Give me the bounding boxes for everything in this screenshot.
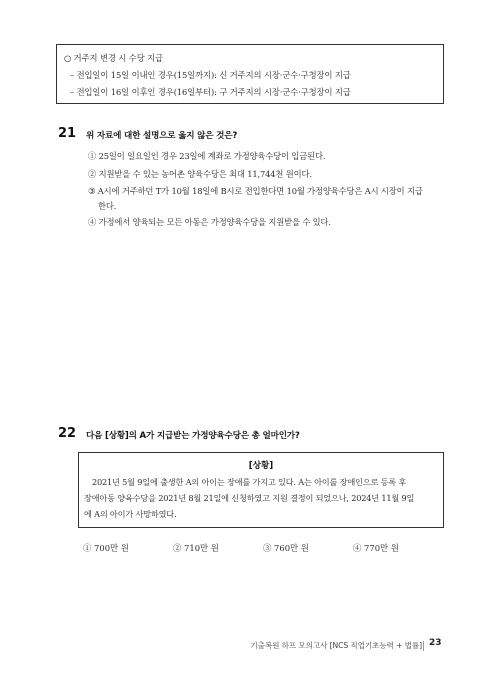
situation-line-1: 2021년 5월 9일에 출생한 A의 아이는 장애를 가지고 있다. A는 아이를 장애인으로 등록 후	[92, 477, 407, 487]
rule-item-2: – 전입일이 16일 이후인 경우(16일부터): 구 거주지의 시장·군수·구청장이 지급	[70, 87, 351, 97]
situation-box	[78, 452, 444, 528]
footer-title: 기출복원 하프 모의고사 [NCS 직업기초능력 + 법률]	[250, 641, 422, 650]
situation-title: [상황]	[248, 461, 274, 471]
question-22-number: 22	[58, 426, 77, 441]
situation-line-2: 장애아동 양육수당을 2021년 8월 21일에 신청하였고 지원 결정이 되었으나, 2024년 11월 9일	[84, 493, 415, 503]
q22-choice-1[interactable]: ① 700만 원	[83, 543, 129, 553]
situation-line-3: 에 A의 아이가 사망하였다.	[84, 509, 177, 519]
question-21-text: 위 자료에 대한 설명으로 옳지 않은 것은?	[86, 131, 238, 141]
question-22-text: 다음 [상황]의 A가 지급받는 가정양육수당은 총 얼마인가?	[86, 431, 300, 441]
q21-option-2[interactable]: ② 지원받을 수 있는 농어촌 양육수당은 최대 11,744천 원이다.	[88, 169, 312, 179]
q21-option-1[interactable]: ① 25일이 일요일인 경우 23일에 계좌로 가정양육수당이 입금된다.	[88, 151, 326, 161]
q21-option-3-continued: 한다.	[98, 201, 117, 211]
rule-heading: ○ 거주지 변경 시 수당 지급	[64, 53, 163, 63]
q22-choice-3[interactable]: ③ 760만 원	[263, 543, 309, 553]
question-21-number: 21	[58, 126, 77, 141]
q21-option-4[interactable]: ④ 가정에서 양육되는 모든 아동은 가정양육수당을 지원받을 수 있다.	[88, 217, 331, 227]
q21-option-3[interactable]: ③ A시에 거주하던 T가 10월 18일에 B시로 전입한다면 10월 가정양육수당은 A시 시장이 지급	[88, 186, 423, 196]
rule-box	[56, 44, 444, 104]
q22-choice-2[interactable]: ② 710만 원	[173, 543, 219, 553]
rule-item-1: – 전입일이 15일 이내인 경우(15일까지): 신 거주지의 시장·군수·구청장이 지급	[70, 70, 351, 80]
q22-choice-4[interactable]: ④ 770만 원	[353, 543, 399, 553]
page-number: 23	[429, 638, 442, 648]
footer-divider	[423, 641, 424, 651]
